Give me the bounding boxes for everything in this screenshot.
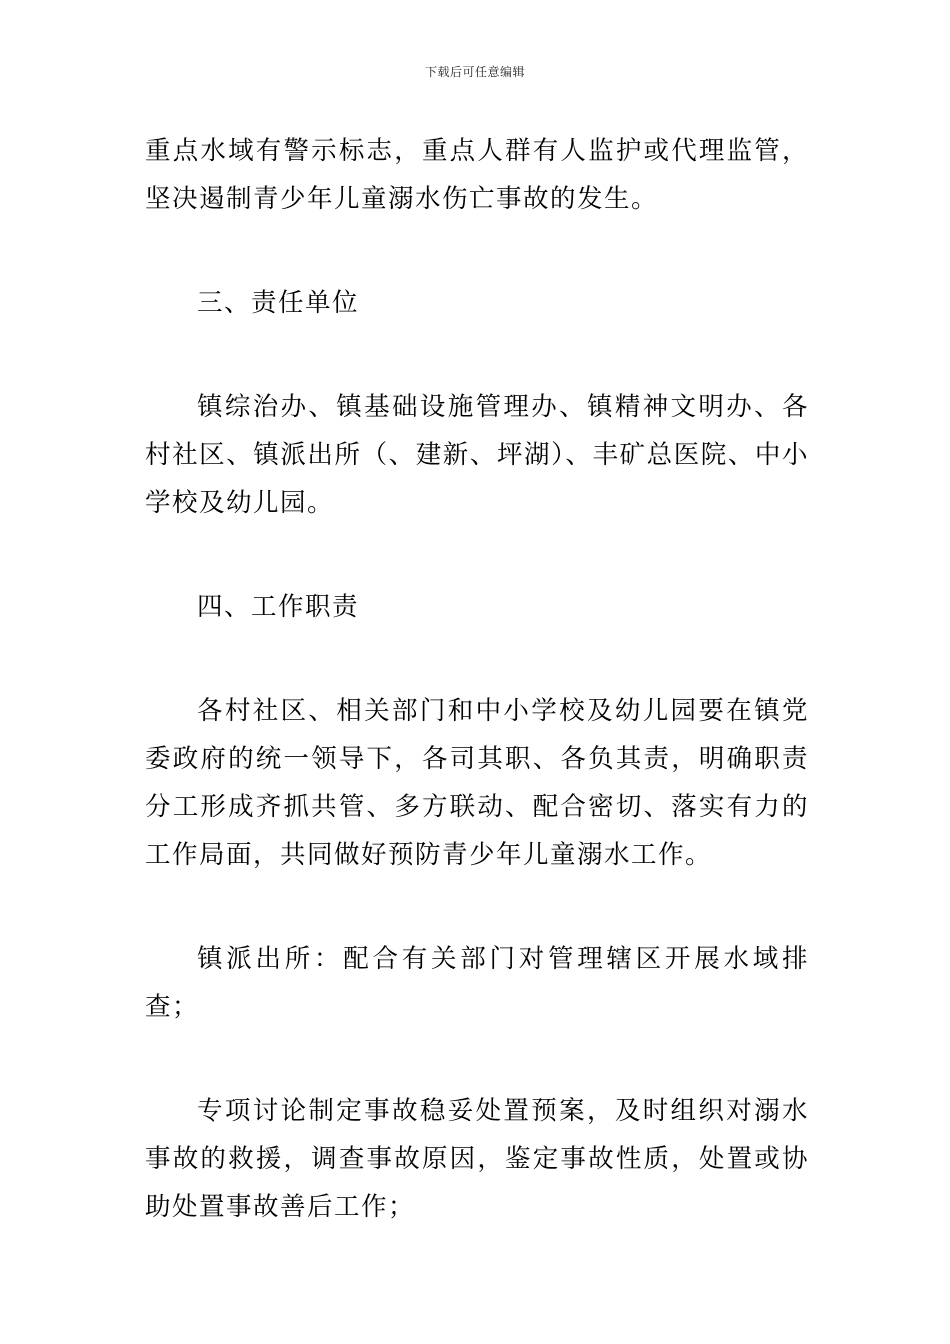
paragraph-goal-continuation: 重点水域有警示标志，重点人群有人监护或代理监管，坚决遏制青少年儿童溺水伤亡事故的发生。 xyxy=(145,136,809,214)
section-heading-work-duties: 四、工作职责 xyxy=(197,592,360,622)
paragraph-responsible-units: 镇综治办、镇基础设施管理办、镇精神文明办、各村社区、镇派出所（、建新、坪湖）、丰矿总医院、中小学校及幼儿园。 xyxy=(145,392,809,518)
paragraph-emergency-plan: 专项讨论制定事故稳妥处置预案，及时组织对溺水事故的救援，调查事故原因，鉴定事故性质，处置或协助处置事故善后工作； xyxy=(145,1096,809,1222)
paragraph-police-station: 镇派出所：配合有关部门对管理辖区开展水域排查； xyxy=(145,944,809,1022)
page-header: 下载后可任意编辑 xyxy=(424,65,525,79)
document-body xyxy=(145,127,809,1231)
section-heading-responsible-units: 三、责任单位 xyxy=(197,288,360,318)
paragraph-work-duties: 各村社区、相关部门和中小学校及幼儿园要在镇党委政府的统一领导下，各司其职、各负其责，明确职责分工形成齐抓共管、多方联动、配合密切、落实有力的工作局面，共同做好预防青少年儿童溺水工作。 xyxy=(145,696,809,870)
